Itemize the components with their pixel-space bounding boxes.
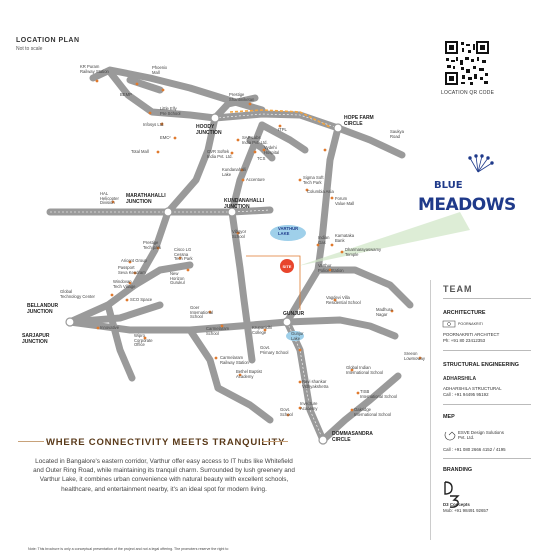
place-global-tech: Global Technology Center	[60, 289, 95, 299]
place-kr-puram: KR Puram Railway Station	[80, 64, 109, 74]
place-kundanahalli-lake: Kundanahalli Lake	[222, 167, 247, 177]
tagline-ornament-right	[262, 441, 288, 442]
architecture-name: POORNAKRITI ARCHITECT	[443, 332, 500, 337]
place-phoenix: Phoenix Mall	[152, 65, 168, 75]
mep-name-2: Pvt. Ltd.	[458, 435, 475, 440]
divider	[443, 458, 531, 459]
place-prestige-shanti: Prestige Shantiniketan	[229, 92, 255, 102]
divider	[443, 404, 531, 405]
junction-hoody: HOODY JUNCTION	[196, 124, 222, 136]
mep-name: ESVE Design Solutions	[458, 430, 504, 435]
place-little-elly: Little Elly Pre School	[160, 106, 181, 116]
place-cisco: Cisco LG Cessna Tech Park	[174, 247, 193, 262]
place-govt-school: Govt. School	[280, 407, 293, 417]
tagline-ornament-left	[18, 441, 44, 442]
place-oakridge: Oakridge International School	[354, 407, 392, 417]
place-sigma: Sigma Soft Tech Park	[303, 175, 324, 185]
place-carmelaram-station: Carmelaram Railway Station	[220, 355, 249, 365]
place-vydehi: Vydehi Hospital	[264, 145, 280, 155]
place-inventure: Inventure Academy	[300, 401, 318, 411]
junction-gunjur: GUNJUR	[283, 311, 305, 317]
place-passport: Passport Seva Kendram	[118, 265, 146, 275]
logo-meadows-text: MEADOWS	[418, 195, 516, 215]
place-ravishankar: Ravi shankar Vidhyakshetra	[302, 379, 329, 389]
divider	[443, 350, 531, 351]
mep-phone: Call : +91 080 2666 4152 / 4195	[443, 447, 506, 452]
place-sco-space: SCO Space	[130, 297, 153, 302]
branding-phone: Mob: +91 98491 92657	[443, 508, 489, 513]
place-columbia: Columbia Asia	[307, 189, 334, 194]
place-govt-primary: Govt. Primary School	[260, 345, 289, 355]
place-wipro: Wipro Corporate Office	[134, 333, 153, 348]
junction-dommasandra: DOMMASANDRA CIRCLE	[332, 431, 373, 443]
place-innovative: Innovative	[100, 325, 120, 330]
junction-sarjapur: SARJAPUR JUNCTION	[22, 333, 50, 345]
place-accenture: Accenture	[246, 177, 265, 182]
place-varthur-police: Varthur Police Station	[318, 263, 344, 273]
description-paragraph: Located in Bangalore's eastern corridor, Varthur offer easy access to IT hubs like Whitefield and Outer Ring Road, while maintaining its tranquil charm. Surrounded by lush greenery and Varthur Lake, it combines urban convenience with natural beauty with excellent schools, healthcare, and entertainment nearby, it's an ideal spot for modern living.	[33, 458, 295, 493]
place-hal: HAL Helicopter Division	[100, 191, 119, 206]
team-title: TEAM	[443, 284, 473, 294]
place-forum: Forum Value Mall	[335, 196, 355, 206]
place-prestige-park: Prestige Tech park	[143, 240, 162, 250]
architecture-phone: Ph: +91 80 23412353	[443, 338, 486, 343]
place-aricent: Aricent Group	[121, 258, 147, 263]
place-tcs: TCS	[257, 156, 266, 161]
place-saukya: Saukya Road	[390, 129, 404, 139]
place-windovan: Windovan Tech Village	[113, 279, 136, 289]
place-new-horizon: New Horizon Gurukul	[170, 271, 185, 286]
junction-bellandur: BELLANDUR JUNCTION	[27, 303, 59, 315]
place-emc: EMC²	[160, 135, 171, 140]
structural-brand: ADHARSHILA	[443, 376, 477, 382]
place-vibgyor: Vibgyor School	[232, 229, 247, 239]
junction-hope-farm: HOPE FARM CIRCLE	[344, 115, 374, 127]
structural-heading: STRUCTURAL ENGINEERING	[443, 362, 519, 368]
place-gunjur-lake: Gunjur Lake	[291, 331, 304, 341]
place-bethel: Bethel Baptist Academy	[236, 369, 262, 379]
structural-phone: Call : +91 94495 95192	[443, 392, 489, 397]
place-goer: Goer International School	[190, 305, 214, 320]
place-vagdevi: Vagdevi Villa Residential School	[326, 295, 361, 305]
junction-marathahalli: MARATHAHALLI JUNCTION	[126, 193, 166, 205]
mep-heading: MEP	[443, 414, 455, 420]
place-itpl: ITPL	[278, 127, 287, 132]
branding-name: D3 Concepts	[443, 502, 470, 507]
site-marker-label: SITE	[282, 264, 292, 269]
structural-name: ADHARSHILA STRUCTURAL	[443, 386, 502, 391]
footnote: Note: This brochure is only a conceptual presentation of the project and not a legal offering. The promoters reserve the right to	[28, 547, 229, 551]
place-global-indian: Global Indian International School	[346, 365, 384, 375]
logo-blue-text: BLUE	[434, 180, 463, 191]
team-divider	[430, 280, 431, 540]
place-gvr-softek: GVR Softek India Pvt. Ltd.	[207, 149, 233, 159]
divider	[443, 298, 531, 299]
place-tisb: TISB International School	[360, 389, 398, 399]
place-bemp: BEMP	[120, 92, 132, 97]
architecture-brand: POORNAKRITI	[458, 322, 483, 326]
place-varthur-lake: VARTHUR LAKE	[278, 226, 299, 236]
qr-caption: LOCATION QR CODE	[441, 90, 495, 96]
junction-kundanahalli: KUNDANAHALLI JUNCTION	[224, 198, 264, 210]
tagline: WHERE CONNECTIVITY MEETS TRANQUILITY	[46, 437, 286, 448]
place-indian-gas: Indian Gas	[318, 235, 330, 245]
place-madhura: Madhura Nagar	[376, 307, 393, 317]
place-dharmaraya: Dharmarayaswamy Temple	[345, 247, 382, 257]
page-subtitle: Not to scale	[16, 46, 43, 52]
place-total-mall: Total Mall	[131, 149, 149, 154]
place-sap-labs: SAP Labs India Pvt. Ltd.	[242, 135, 268, 145]
place-carmelaram-school: Carmelaram School	[206, 326, 230, 336]
branding-heading: BRANDING	[443, 467, 473, 473]
place-krupanidhi: Krupanidhi College	[252, 325, 273, 335]
place-karnataka-bank: Karnataka Bank	[335, 233, 355, 243]
place-infosys: Infosys Ltd.	[143, 122, 165, 127]
place-sreeon: Sreeon Lowmoway	[404, 351, 425, 361]
page-title: LOCATION PLAN	[16, 37, 80, 44]
architecture-heading: ARCHITECTURE	[443, 310, 486, 316]
